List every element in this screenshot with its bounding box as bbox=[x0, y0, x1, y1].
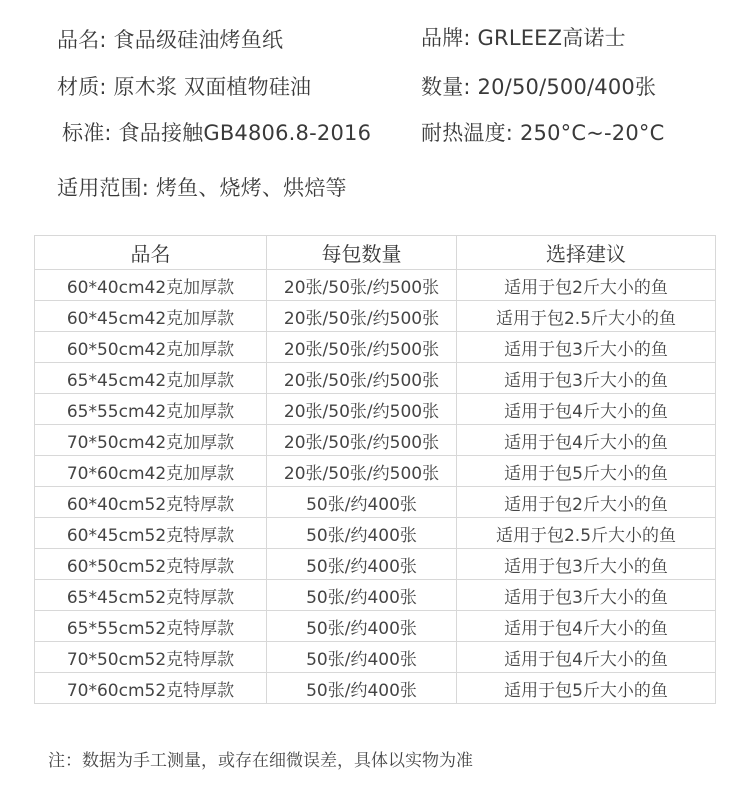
cell-name: 60*45cm42克加厚款 bbox=[35, 301, 267, 332]
cell-name: 65*55cm52克特厚款 bbox=[35, 611, 267, 642]
table-row bbox=[35, 456, 716, 487]
spec-product-name: 品名: 食品级硅油烤鱼纸 bbox=[57, 28, 284, 52]
cell-suggestion: 适用于包3斤大小的鱼 bbox=[457, 332, 716, 363]
table-row bbox=[35, 518, 716, 549]
cell-suggestion: 适用于包4斤大小的鱼 bbox=[457, 642, 716, 673]
table-row bbox=[35, 673, 716, 704]
table-row bbox=[35, 549, 716, 580]
cell-suggestion: 适用于包3斤大小的鱼 bbox=[457, 363, 716, 394]
header-pack-quantity: 每包数量 bbox=[267, 236, 457, 270]
table-row bbox=[35, 270, 716, 301]
spec-brand: 品牌: GRLEEZ高诺士 bbox=[421, 26, 626, 50]
cell-name: 70*60cm52克特厚款 bbox=[35, 673, 267, 704]
cell-quantity: 20张/50张/约500张 bbox=[267, 301, 457, 332]
cell-suggestion: 适用于包2斤大小的鱼 bbox=[457, 487, 716, 518]
spec-usage: 适用范围: 烤鱼、烧烤、烘焙等 bbox=[57, 176, 347, 200]
cell-name: 60*40cm42克加厚款 bbox=[35, 270, 267, 301]
cell-quantity: 50张/约400张 bbox=[267, 549, 457, 580]
cell-suggestion: 适用于包4斤大小的鱼 bbox=[457, 425, 716, 456]
cell-quantity: 20张/50张/约500张 bbox=[267, 425, 457, 456]
cell-quantity: 20张/50张/约500张 bbox=[267, 332, 457, 363]
cell-quantity: 20张/50张/约500张 bbox=[267, 394, 457, 425]
cell-suggestion: 适用于包2斤大小的鱼 bbox=[457, 270, 716, 301]
cell-name: 60*50cm42克加厚款 bbox=[35, 332, 267, 363]
cell-quantity: 50张/约400张 bbox=[267, 642, 457, 673]
cell-quantity: 50张/约400张 bbox=[267, 580, 457, 611]
cell-suggestion: 适用于包5斤大小的鱼 bbox=[457, 673, 716, 704]
table-row bbox=[35, 487, 716, 518]
table-row bbox=[35, 611, 716, 642]
cell-suggestion: 适用于包4斤大小的鱼 bbox=[457, 611, 716, 642]
size-table bbox=[34, 235, 716, 704]
table-row bbox=[35, 363, 716, 394]
table-row bbox=[35, 332, 716, 363]
cell-name: 60*50cm52克特厚款 bbox=[35, 549, 267, 580]
cell-suggestion: 适用于包2.5斤大小的鱼 bbox=[457, 518, 716, 549]
cell-name: 65*55cm42克加厚款 bbox=[35, 394, 267, 425]
cell-name: 65*45cm52克特厚款 bbox=[35, 580, 267, 611]
header-suggestion: 选择建议 bbox=[457, 236, 716, 270]
table-row bbox=[35, 642, 716, 673]
table-row bbox=[35, 301, 716, 332]
cell-suggestion: 适用于包4斤大小的鱼 bbox=[457, 394, 716, 425]
cell-suggestion: 适用于包5斤大小的鱼 bbox=[457, 456, 716, 487]
cell-name: 60*40cm52克特厚款 bbox=[35, 487, 267, 518]
cell-suggestion: 适用于包3斤大小的鱼 bbox=[457, 549, 716, 580]
cell-name: 65*45cm42克加厚款 bbox=[35, 363, 267, 394]
cell-suggestion: 适用于包2.5斤大小的鱼 bbox=[457, 301, 716, 332]
cell-quantity: 50张/约400张 bbox=[267, 673, 457, 704]
spec-quantity: 数量: 20/50/500/400张 bbox=[421, 75, 657, 99]
table-row bbox=[35, 425, 716, 456]
cell-name: 60*45cm52克特厚款 bbox=[35, 518, 267, 549]
table-row bbox=[35, 580, 716, 611]
cell-name: 70*60cm42克加厚款 bbox=[35, 456, 267, 487]
cell-quantity: 20张/50张/约500张 bbox=[267, 456, 457, 487]
header-name: 品名 bbox=[35, 236, 267, 270]
cell-quantity: 20张/50张/约500张 bbox=[267, 363, 457, 394]
spec-material: 材质: 原木浆 双面植物硅油 bbox=[57, 75, 312, 99]
cell-quantity: 50张/约400张 bbox=[267, 487, 457, 518]
cell-name: 70*50cm42克加厚款 bbox=[35, 425, 267, 456]
spec-standard: 标准: 食品接触GB4806.8-2016 bbox=[62, 121, 372, 145]
table-row bbox=[35, 394, 716, 425]
spec-heat-range: 耐热温度: 250°C~-20°C bbox=[421, 121, 665, 145]
cell-quantity: 50张/约400张 bbox=[267, 611, 457, 642]
cell-suggestion: 适用于包3斤大小的鱼 bbox=[457, 580, 716, 611]
cell-name: 70*50cm52克特厚款 bbox=[35, 642, 267, 673]
cell-quantity: 50张/约400张 bbox=[267, 518, 457, 549]
cell-quantity: 20张/50张/约500张 bbox=[267, 270, 457, 301]
table-header-row bbox=[35, 236, 716, 270]
measurement-note: 注：数据为手工测量，或存在细微误差，具体以实物为准 bbox=[48, 751, 473, 771]
